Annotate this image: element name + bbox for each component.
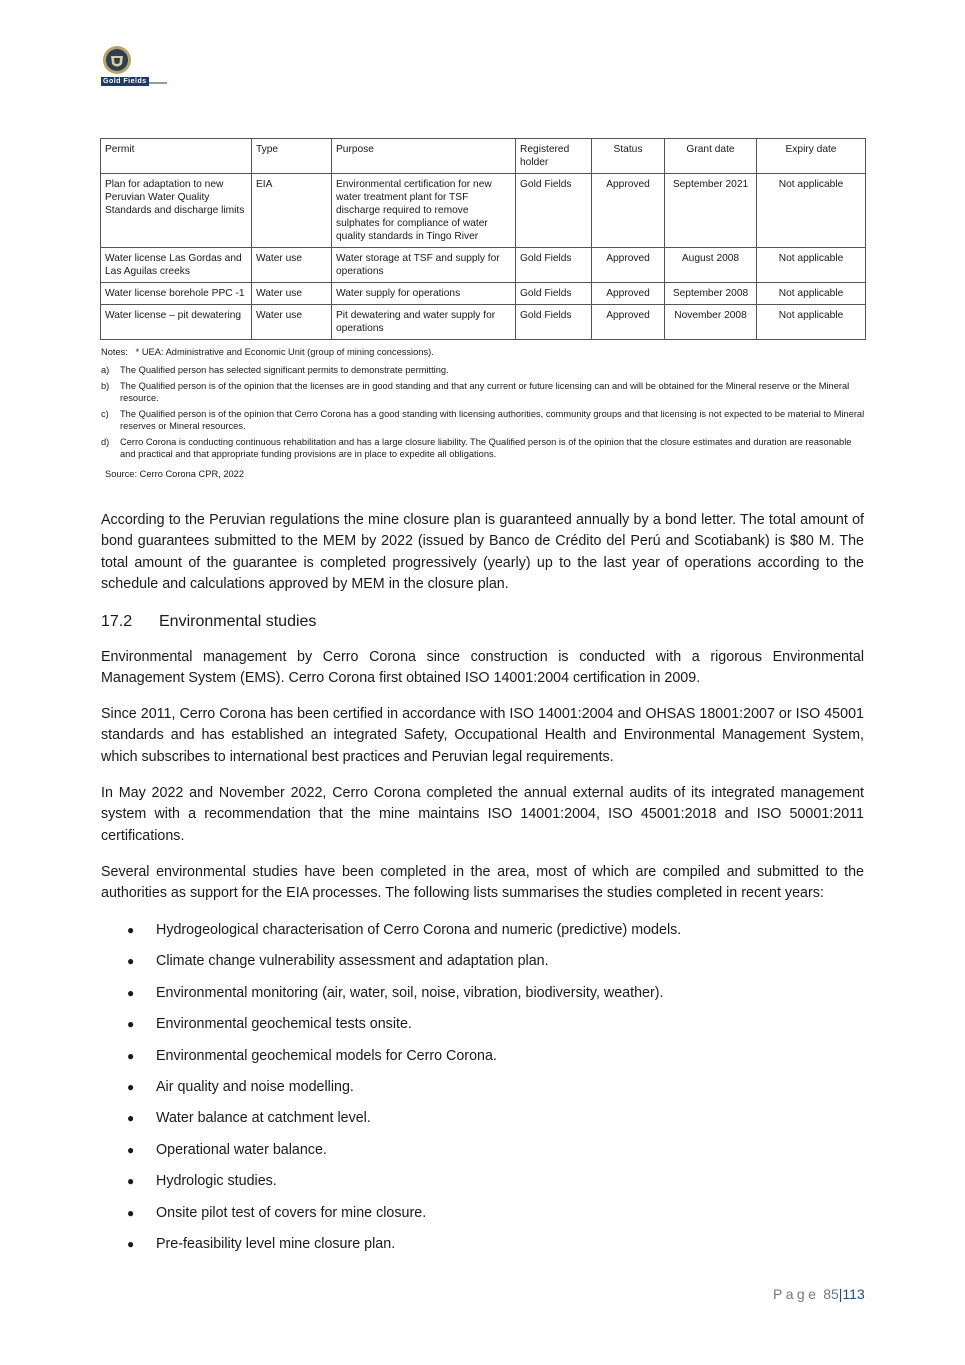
studies-list: [127, 920, 865, 1265]
note-item: [101, 409, 865, 432]
permit-cell: Water license borehole PPC -1: [101, 283, 252, 305]
page-separator: |: [838, 1286, 843, 1302]
permit-cell: Water license – pit dewatering: [101, 305, 252, 340]
bullet-icon: ●: [127, 954, 135, 969]
note-letter: b): [101, 381, 110, 391]
logo-wordmark: Gold Fields: [103, 78, 147, 85]
table-row: [101, 283, 866, 305]
permit-cell: Water license Las Gordas and Las Aguilas creeks: [101, 248, 252, 283]
note-text: The Qualified person is of the opinion that the licenses are in good standing and that any current or future licensing can and will be obtained for the Mineral reserve or the Mineral resource.: [120, 381, 850, 403]
grant-date-cell: November 2008: [665, 305, 757, 340]
paragraph-bond-guarantee: According to the Peruvian regulations the mine closure plan is guaranteed annually by a bond letter. The total amount of bond guarantees submitted to the MEM by 2022 (issued by Banco de Crédito del Perú and Scotiabank) is $80 M. The total amount of the guarantee is completed progressively (yearly) up to the last year of operations according to the schedule and calculations approved by MEM in the closure plan.: [101, 512, 864, 592]
type-cell: Water use: [252, 248, 332, 283]
table-header-row: [101, 139, 866, 174]
status-cell: Approved: [592, 248, 665, 283]
column-header: Permit: [101, 139, 252, 174]
note-item: [101, 437, 865, 460]
bullet-icon: ●: [127, 985, 135, 1000]
paragraph-audits: In May 2022 and November 2022, Cerro Corona completed the annual external audits of its integrated management system with a recommendation that the mine maintains ISO 14001:2004, ISO 45001:2018 and ISO 50001:2011 certifications.: [101, 785, 864, 844]
table-row: [101, 305, 866, 340]
column-header: Type: [252, 139, 332, 174]
list-item-text: Environmental geochemical tests onsite.: [156, 1016, 412, 1033]
list-item-text: Hydrogeological characterisation of Cerro Corona and numeric (predictive) models.: [156, 922, 682, 938]
expiry-date-cell: Not applicable: [757, 283, 866, 305]
table-row: [101, 248, 866, 283]
list-item: [127, 1203, 865, 1234]
list-item: [127, 920, 865, 951]
bullet-icon: ●: [127, 1205, 135, 1220]
paragraph-studies-intro: Several environmental studies have been completed in the area, most of which are compiled and submitted to the authorities as support for the EIA processes. The following lists summarises the studies completed in recent years:: [101, 864, 864, 902]
table-row: [101, 174, 866, 248]
column-header: Purpose: [332, 139, 516, 174]
table-source: Source: Cerro Corona CPR, 2022: [105, 469, 245, 479]
section-number: 17.2: [101, 613, 133, 630]
note-item: [101, 365, 865, 377]
note-text: Cerro Corona is conducting continuous rehabilitation and has a large closure liability. The Qualified person is of the opinion that the closure estimates and duration are reasonable and practical and that appropriate funding provisions are in place to expedite all obligations.: [120, 437, 852, 459]
expiry-date-cell: Not applicable: [757, 174, 866, 248]
list-item: [127, 1140, 865, 1171]
paragraph-ems: Environmental management by Cerro Corona since construction is conducted with a rigorous Environmental Management System (EMS). Cerro Corona first obtained ISO 14001:2004 certification in 2009.: [101, 649, 864, 687]
note-letter: d): [101, 437, 110, 447]
page-number: [773, 1286, 865, 1302]
note-item: [101, 381, 865, 404]
type-cell: EIA: [252, 174, 332, 248]
list-item-text: Water balance at catchment level.: [156, 1110, 371, 1127]
holder-cell: Gold Fields: [516, 283, 592, 305]
list-item: [127, 1171, 865, 1202]
bullet-icon: ●: [127, 1174, 135, 1189]
bullet-icon: ●: [127, 1048, 135, 1063]
purpose-cell: Environmental certification for new water treatment plant for TSF discharge required to remove sulphates for compliance of water quality standards in Tingo River: [332, 174, 516, 248]
list-item-text: Climate change vulnerability assessment and adaptation plan.: [156, 953, 549, 970]
purpose-cell: Water supply for operations: [332, 283, 516, 305]
list-item: [127, 951, 865, 982]
list-item-text: Operational water balance.: [156, 1141, 327, 1158]
bullet-icon: ●: [127, 1079, 135, 1094]
status-cell: Approved: [592, 305, 665, 340]
list-item: [127, 983, 865, 1014]
list-item-text: Pre-feasibility level mine closure plan.: [156, 1235, 396, 1252]
expiry-date-cell: Not applicable: [757, 305, 866, 340]
gold-fields-logo: [101, 44, 167, 88]
list-item: [127, 1077, 865, 1108]
grant-date-cell: September 2021: [665, 174, 757, 248]
list-item: [127, 1108, 865, 1139]
type-cell: Water use: [252, 305, 332, 340]
purpose-cell: Water storage at TSF and supply for operations: [332, 248, 516, 283]
table-notes: [101, 347, 865, 481]
note-text: The Qualified person has selected significant permits to demonstrate permitting.: [120, 364, 449, 375]
status-cell: Approved: [592, 283, 665, 305]
list-item-text: Hydrologic studies.: [156, 1173, 277, 1190]
section-heading: [101, 612, 316, 632]
page-label: Page: [773, 1286, 820, 1302]
list-item: [127, 1014, 865, 1045]
grant-date-cell: August 2008: [665, 248, 757, 283]
section-title: Environmental studies: [159, 613, 317, 630]
holder-cell: Gold Fields: [516, 174, 592, 248]
purpose-cell: Pit dewatering and water supply for operations: [332, 305, 516, 340]
total-pages: 113: [842, 1286, 865, 1302]
bullet-icon: ●: [127, 1111, 135, 1126]
note-text: The Qualified person is of the opinion that Cerro Corona has a good standing with licensing authorities, community groups and that licensing is not expected to be material to Mineral reserves or Mineral resources.: [120, 409, 865, 431]
paragraph-certifications: Since 2011, Cerro Corona has been certified in accordance with ISO 14001:2004 and OHSAS 18001:2007 or ISO 45001 standards and has established an integrated Safety, Occupational Health and Environmental Management System, which subscribes to international best practices and Peruvian legal requirements.: [101, 706, 864, 765]
permits-table: [100, 138, 866, 340]
column-header: Registered holder: [516, 139, 592, 174]
bullet-icon: ●: [127, 1236, 135, 1251]
holder-cell: Gold Fields: [516, 248, 592, 283]
list-item-text: Onsite pilot test of covers for mine closure.: [156, 1204, 427, 1221]
notes-intro: Notes: * UEA: Administrative and Economic Unit (group of mining concessions).: [101, 347, 434, 357]
column-header: Expiry date: [757, 139, 866, 174]
list-item: [127, 1046, 865, 1077]
expiry-date-cell: Not applicable: [757, 248, 866, 283]
note-letter: a): [101, 364, 110, 375]
list-item: [127, 1234, 865, 1265]
status-cell: Approved: [592, 174, 665, 248]
list-item-text: Environmental geochemical models for Cerro Corona.: [156, 1047, 497, 1064]
bullet-icon: ●: [127, 1017, 135, 1032]
bullet-icon: ●: [127, 1142, 135, 1157]
bullet-icon: ●: [127, 923, 135, 937]
column-header: Grant date: [665, 139, 757, 174]
note-letter: c): [101, 409, 109, 419]
list-item-text: Environmental monitoring (air, water, soil, noise, vibration, biodiversity, weather).: [156, 984, 664, 1001]
column-header: Status: [592, 139, 665, 174]
holder-cell: Gold Fields: [516, 305, 592, 340]
type-cell: Water use: [252, 283, 332, 305]
current-page: 85: [823, 1286, 839, 1302]
grant-date-cell: September 2008: [665, 283, 757, 305]
permit-cell: Plan for adaptation to new Peruvian Water Quality Standards and discharge limits: [101, 174, 252, 248]
list-item-text: Air quality and noise modelling.: [156, 1078, 354, 1095]
